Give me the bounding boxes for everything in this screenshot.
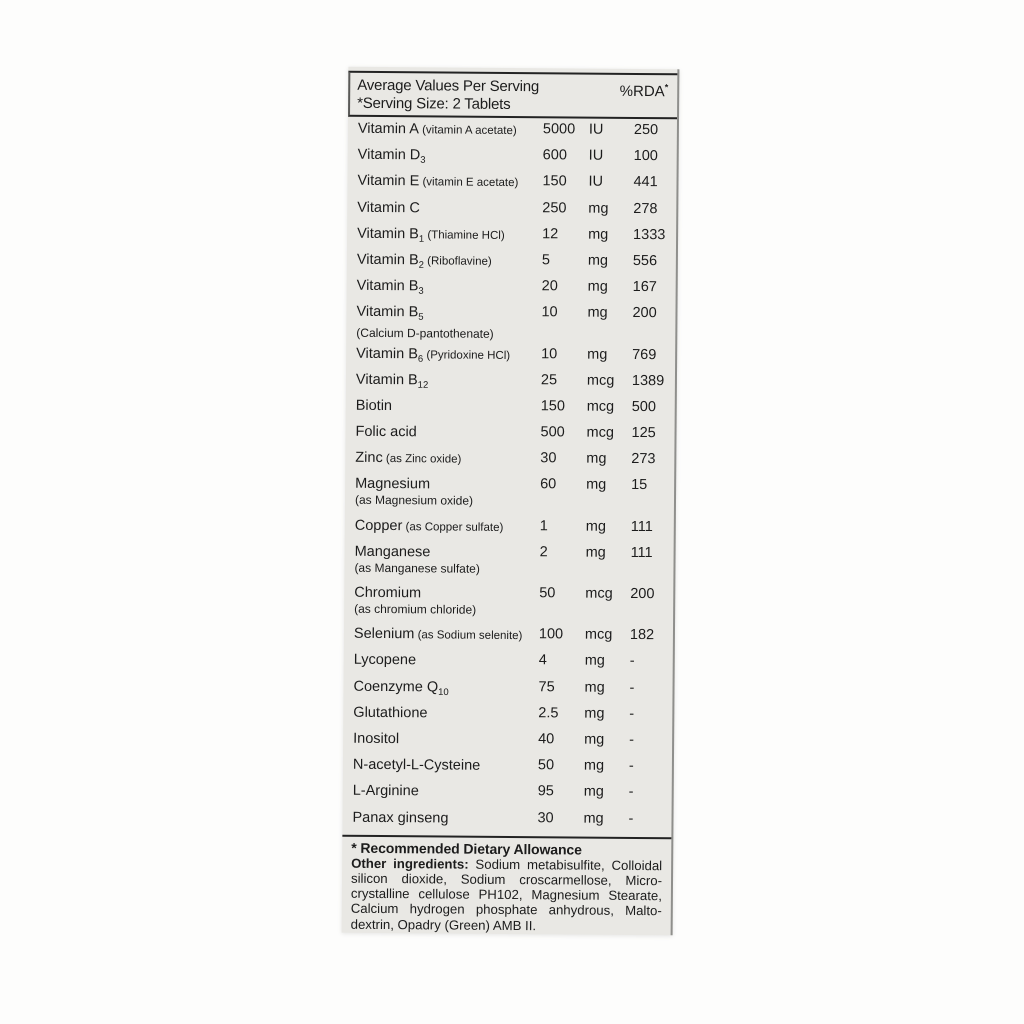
nutrient-source: (Calcium D-pantothenate) (356, 325, 494, 341)
nutrient-unit: mg (584, 705, 605, 722)
table-row (346, 370, 675, 399)
table-row (343, 677, 672, 706)
nutrient-amount: 2.5 (538, 704, 559, 722)
table-row (345, 449, 674, 478)
nutrient-rda-percent: 769 (632, 346, 657, 363)
nutrient-name: Folic acid (355, 423, 417, 441)
nutrient-rda-percent: - (629, 679, 635, 696)
nutrient-unit: mcg (586, 398, 615, 415)
nutrient-unit: mg (587, 278, 608, 295)
nutrient-amount: 75 (538, 678, 555, 695)
nutrient-name: Panax ginseng (352, 809, 449, 827)
nutrient-source: (vitamin A acetate) (418, 124, 517, 138)
nutrient-name: Vitamin A (vitamin A acetate) (357, 120, 517, 138)
nutrient-amount: 1 (539, 517, 548, 534)
nutrient-unit: mcg (585, 585, 613, 602)
nutrient-amount: 500 (540, 424, 565, 441)
nutrient-name: Inositol (353, 730, 400, 748)
nutrient-source: (as Magnesium oxide) (354, 493, 474, 509)
nutrient-unit: mg (584, 731, 605, 748)
other-ingredients-line: crystalline cellulose PH102, Magnesium Stearate, (350, 885, 662, 904)
nutrient-name: Chromium (354, 584, 422, 602)
nutrient-name: N-acetyl-L-Cysteine (352, 756, 481, 774)
nutrient-amount: 150 (542, 173, 567, 190)
nutrient-amount: 40 (538, 731, 555, 748)
nutrient-unit: mg (588, 200, 609, 217)
rda-column-header (620, 82, 669, 100)
nutrient-amount: 5000 (542, 121, 576, 138)
other-ingredients-line: Other ingredients: Sodium metabisulfite, Colloidal (351, 855, 663, 873)
table-row (346, 344, 675, 373)
nutrient-name: Vitamin $D_3$ (357, 146, 426, 167)
table-row (346, 397, 675, 426)
nutrient-amount: 10 (541, 345, 558, 362)
nutrient-unit: mg (588, 226, 609, 243)
nutrient-name: Vitamin $B_1$ (Thiamine HCl) (357, 225, 505, 245)
nutrient-unit: mcg (586, 372, 615, 389)
nutrient-rda-percent: 441 (633, 174, 658, 191)
nutrient-unit: mg (584, 652, 605, 670)
nutrient-source: (as chromium chloride) (354, 601, 477, 617)
nutrient-rda-percent: 125 (631, 425, 656, 442)
table-row (347, 224, 676, 253)
nutrient-unit: mg (586, 450, 607, 468)
nutrient-rda-percent: 273 (631, 451, 656, 468)
nutrient-amount: 5 (541, 252, 551, 269)
nutrient-unit: mg (587, 252, 609, 269)
nutrient-amount: 50 (537, 757, 555, 774)
nutrient-name: Copper (as Copper sulfate) (354, 517, 504, 534)
nutrient-rda-percent: - (628, 810, 634, 827)
nutrient-source: (as Manganese sulfate) (354, 560, 480, 576)
table-row (343, 782, 672, 811)
nutrition-table (342, 117, 677, 837)
nutrient-unit: IU (588, 173, 604, 191)
table-row (343, 730, 672, 759)
nutrient-name: Vitamin $B_5$ (356, 304, 424, 324)
table-row (344, 625, 673, 654)
nutrient-rda-percent: 167 (632, 279, 657, 296)
table-row (345, 475, 674, 519)
rda-header-text: %RDA (619, 82, 665, 101)
table-row (343, 756, 672, 785)
nutrient-rda-percent: 500 (631, 398, 657, 416)
nutrient-rda-percent: 250 (633, 121, 659, 139)
nutrient-name: Glutathione (353, 704, 428, 722)
nutrient-rda-percent: - (628, 784, 634, 801)
table-row (348, 120, 677, 149)
nutrient-amount: 25 (540, 371, 558, 389)
table-row (346, 303, 675, 347)
other-ingredients-line: silicon dioxide, Sodium croscarmellose, Micro- (350, 870, 663, 889)
nutrient-name: Coenzyme $Q_{10}$ (353, 678, 449, 698)
nutrient-unit: mg (585, 544, 606, 561)
nutrient-source: (as Zinc oxide) (382, 453, 462, 466)
nutrient-rda-percent: - (629, 731, 635, 748)
nutrient-rda-percent: 15 (631, 477, 648, 494)
nutrient-amount: 250 (542, 199, 567, 216)
other-ingredients-line: dextrin, Opadry (Green) AMB II. (350, 916, 537, 933)
nutrient-rda-percent: 100 (633, 148, 658, 165)
nutrient-rda-percent: 1333 (633, 226, 666, 243)
table-row (343, 703, 672, 732)
nutrient-amount: 12 (542, 225, 559, 243)
nutrient-unit: mg (583, 810, 604, 827)
nutrient-amount: 20 (541, 278, 558, 295)
nutrient-name: Vitamin C (357, 199, 420, 216)
nutrient-name: Vitamin E (vitamin E acetate) (357, 173, 519, 190)
rda-footnote: * Recommended Dietary Allowance (351, 839, 582, 858)
nutrient-source: (as Sodium selenite) (414, 629, 523, 643)
nutrient-amount: 100 (538, 626, 564, 643)
other-ingredients-line: Calcium hydrogen phosphate anhydrous, Malto- (350, 901, 662, 919)
nutrient-rda-percent: 200 (632, 305, 657, 322)
nutrient-name: Vitamin $B_{12}$ (355, 371, 429, 391)
rda-asterisk: * (664, 82, 669, 93)
nutrient-rda-percent: 1389 (631, 372, 665, 389)
table-row (342, 808, 671, 837)
nutrient-rda-percent: - (629, 705, 635, 722)
nutrient-name: Vitamin $B_3$ (356, 277, 424, 297)
nutrient-rda-percent: 556 (632, 252, 658, 270)
nutrient-rda-percent: 111 (630, 518, 653, 535)
nutrient-amount: 4 (538, 652, 547, 669)
table-row (347, 251, 676, 280)
nutrient-unit: mg (587, 346, 608, 363)
nutrient-unit: mg (585, 518, 607, 535)
nutrient-unit: mg (587, 304, 608, 322)
nutrient-unit: IU (588, 147, 604, 164)
nutrient-name: Manganese (354, 543, 431, 561)
nutrient-amount: 600 (542, 147, 567, 164)
table-row (344, 584, 673, 628)
supplement-facts-panel (342, 67, 680, 936)
table-row (347, 172, 676, 201)
nutrient-amount: 95 (537, 783, 554, 800)
nutrient-name: Vitamin $B_6$ (Pyridoxine HCl) (356, 345, 511, 365)
footnotes (342, 836, 672, 934)
nutrient-rda-percent: 200 (630, 585, 655, 603)
nutrient-amount: 60 (540, 476, 557, 493)
nutrient-amount: 50 (539, 585, 556, 602)
nutrient-amount: 30 (540, 450, 557, 467)
table-row (345, 423, 674, 452)
nutrient-amount: 150 (540, 398, 566, 415)
other-ingredients (351, 855, 663, 933)
nutrient-source: (Thiamine HCl) (424, 229, 505, 242)
nutrient-source: (as Copper sulfate) (402, 520, 504, 534)
nutrient-rda-percent: 111 (630, 544, 653, 561)
nutrient-unit: mg (584, 679, 605, 696)
nutrient-name: Vitamin $B_2$ (Riboflavine) (356, 251, 492, 271)
other-ingredients-label: Other ingredients: (351, 855, 469, 872)
nutrient-rda-percent: - (629, 653, 635, 670)
nutrient-rda-percent: 278 (633, 200, 658, 217)
table-row (347, 198, 676, 227)
nutrient-source: (Riboflavine) (423, 255, 492, 268)
table-row (345, 516, 674, 545)
nutrient-source: (vitamin E acetate) (419, 176, 519, 190)
nutrient-source: (Pyridoxine HCl) (423, 348, 511, 362)
nutrient-name: Selenium (as Sodium selenite) (353, 625, 523, 643)
nutrient-amount: 2 (539, 544, 548, 561)
nutrient-name: Lycopene (353, 652, 417, 669)
nutrient-amount: 10 (541, 304, 558, 321)
nutrient-name: Magnesium (355, 476, 431, 493)
nutrient-name: Zinc (as Zinc oxide) (355, 450, 462, 467)
table-row (344, 543, 673, 587)
nutrient-unit: IU (588, 121, 604, 138)
panel-header (348, 71, 677, 120)
nutrient-unit: mg (586, 477, 607, 494)
nutrient-rda-percent: 182 (629, 627, 655, 644)
nutrient-unit: mg (583, 757, 605, 774)
nutrient-name: Biotin (355, 397, 393, 414)
nutrient-unit: mcg (586, 424, 615, 441)
nutrient-rda-percent: - (628, 758, 634, 775)
header-title: Average Values Per Serving (357, 76, 540, 96)
nutrient-unit: mg (583, 783, 604, 801)
table-row (348, 146, 677, 175)
table-row (347, 277, 676, 306)
nutrient-name: L-Arginine (352, 783, 419, 800)
table-row (344, 651, 673, 680)
nutrient-unit: mcg (584, 626, 613, 643)
nutrient-amount: 30 (537, 809, 554, 826)
header-serving-size: *Serving Size: 2 Tablets (357, 94, 511, 113)
